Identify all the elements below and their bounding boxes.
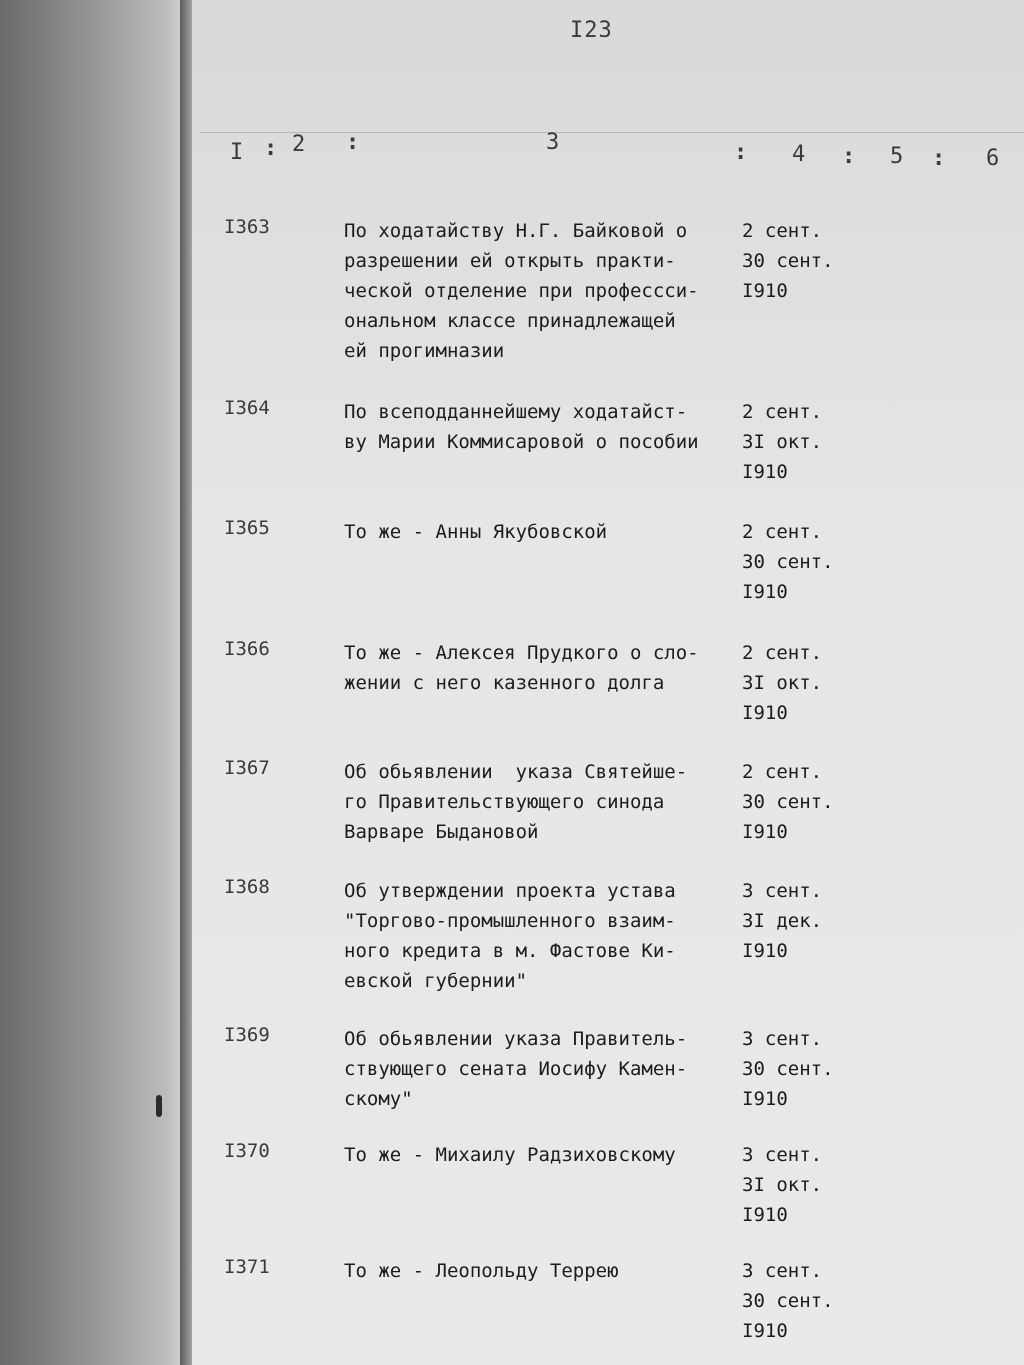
binding-thread: [156, 1095, 162, 1117]
entry-dates: 2 сент. 3I окт. I910: [742, 642, 823, 724]
entry-content: То же - Анны Якубовской: [344, 521, 608, 543]
entry-content: Об обьявлении указа Правитель- ствующего сената Иосифу Камен- скому": [344, 1028, 688, 1110]
column-header-4: 4: [792, 142, 806, 167]
entry-number: I365: [224, 517, 270, 539]
entry-dates: 3 сент. 3I дек. I910: [742, 880, 823, 962]
column-separator: :: [734, 140, 748, 165]
page-number: I23: [570, 18, 613, 43]
entry-dates: 3 сент. 3I окт. I910: [742, 1144, 823, 1226]
column-header-5: 5: [890, 144, 904, 169]
left-page-edge: [0, 0, 186, 1365]
entry-number: I364: [224, 397, 270, 419]
entry-number: I371: [224, 1256, 270, 1278]
column-separator: :: [346, 130, 360, 155]
entry-content: То же - Леопольду Террею: [344, 1260, 619, 1282]
column-header-3: 3: [546, 130, 560, 155]
entry-dates: 3 сент. 30 сент. I910: [742, 1028, 834, 1110]
entry-dates: 3 сент. 30 сент. I910: [742, 1260, 834, 1342]
entry-content: То же - Алексея Прудкого о сло- жении с него казенного долга: [344, 642, 699, 694]
entry-content: По всеподданнейшему ходатайст- ву Марии Коммисаровой о пособии: [344, 401, 699, 453]
entry-content: Об обьявлении указа Святейше- го Правительствующего синода Варваре Быдановой: [344, 761, 688, 843]
entry-number: I366: [224, 638, 270, 660]
entry-dates: 2 сент. 30 сент. I910: [742, 521, 834, 603]
column-separator: :: [264, 136, 278, 161]
header-rule: [200, 132, 1024, 133]
entry-content: То же - Михаилу Радзиховскому: [344, 1144, 676, 1166]
entry-number: I363: [224, 216, 270, 238]
entry-number: I369: [224, 1024, 270, 1046]
entry-content: Об утверждении проекта устава "Торгово-промышленного взаим- ного кредита в м. Фастове Ки- евской губернии": [344, 880, 676, 992]
entry-number: I368: [224, 876, 270, 898]
entry-dates: 2 сент. 3I окт. I910: [742, 401, 823, 483]
entry-dates: 2 сент. 30 сент. I910: [742, 761, 834, 843]
entry-number: I370: [224, 1140, 270, 1162]
entry-dates: 2 сент. 30 сент. I910: [742, 220, 834, 302]
column-header-6: 6: [986, 146, 1000, 171]
entry-number: I367: [224, 757, 270, 779]
column-separator: :: [932, 146, 946, 171]
column-header-2: 2: [292, 132, 306, 157]
column-header-1: I: [230, 140, 244, 165]
entry-content: По ходатайству Н.Г. Байковой о разрешении ей открыть практи- ческой отделение при профессси- ональном классе принадлежащей ей прогимназии: [344, 220, 699, 362]
column-separator: :: [842, 144, 856, 169]
